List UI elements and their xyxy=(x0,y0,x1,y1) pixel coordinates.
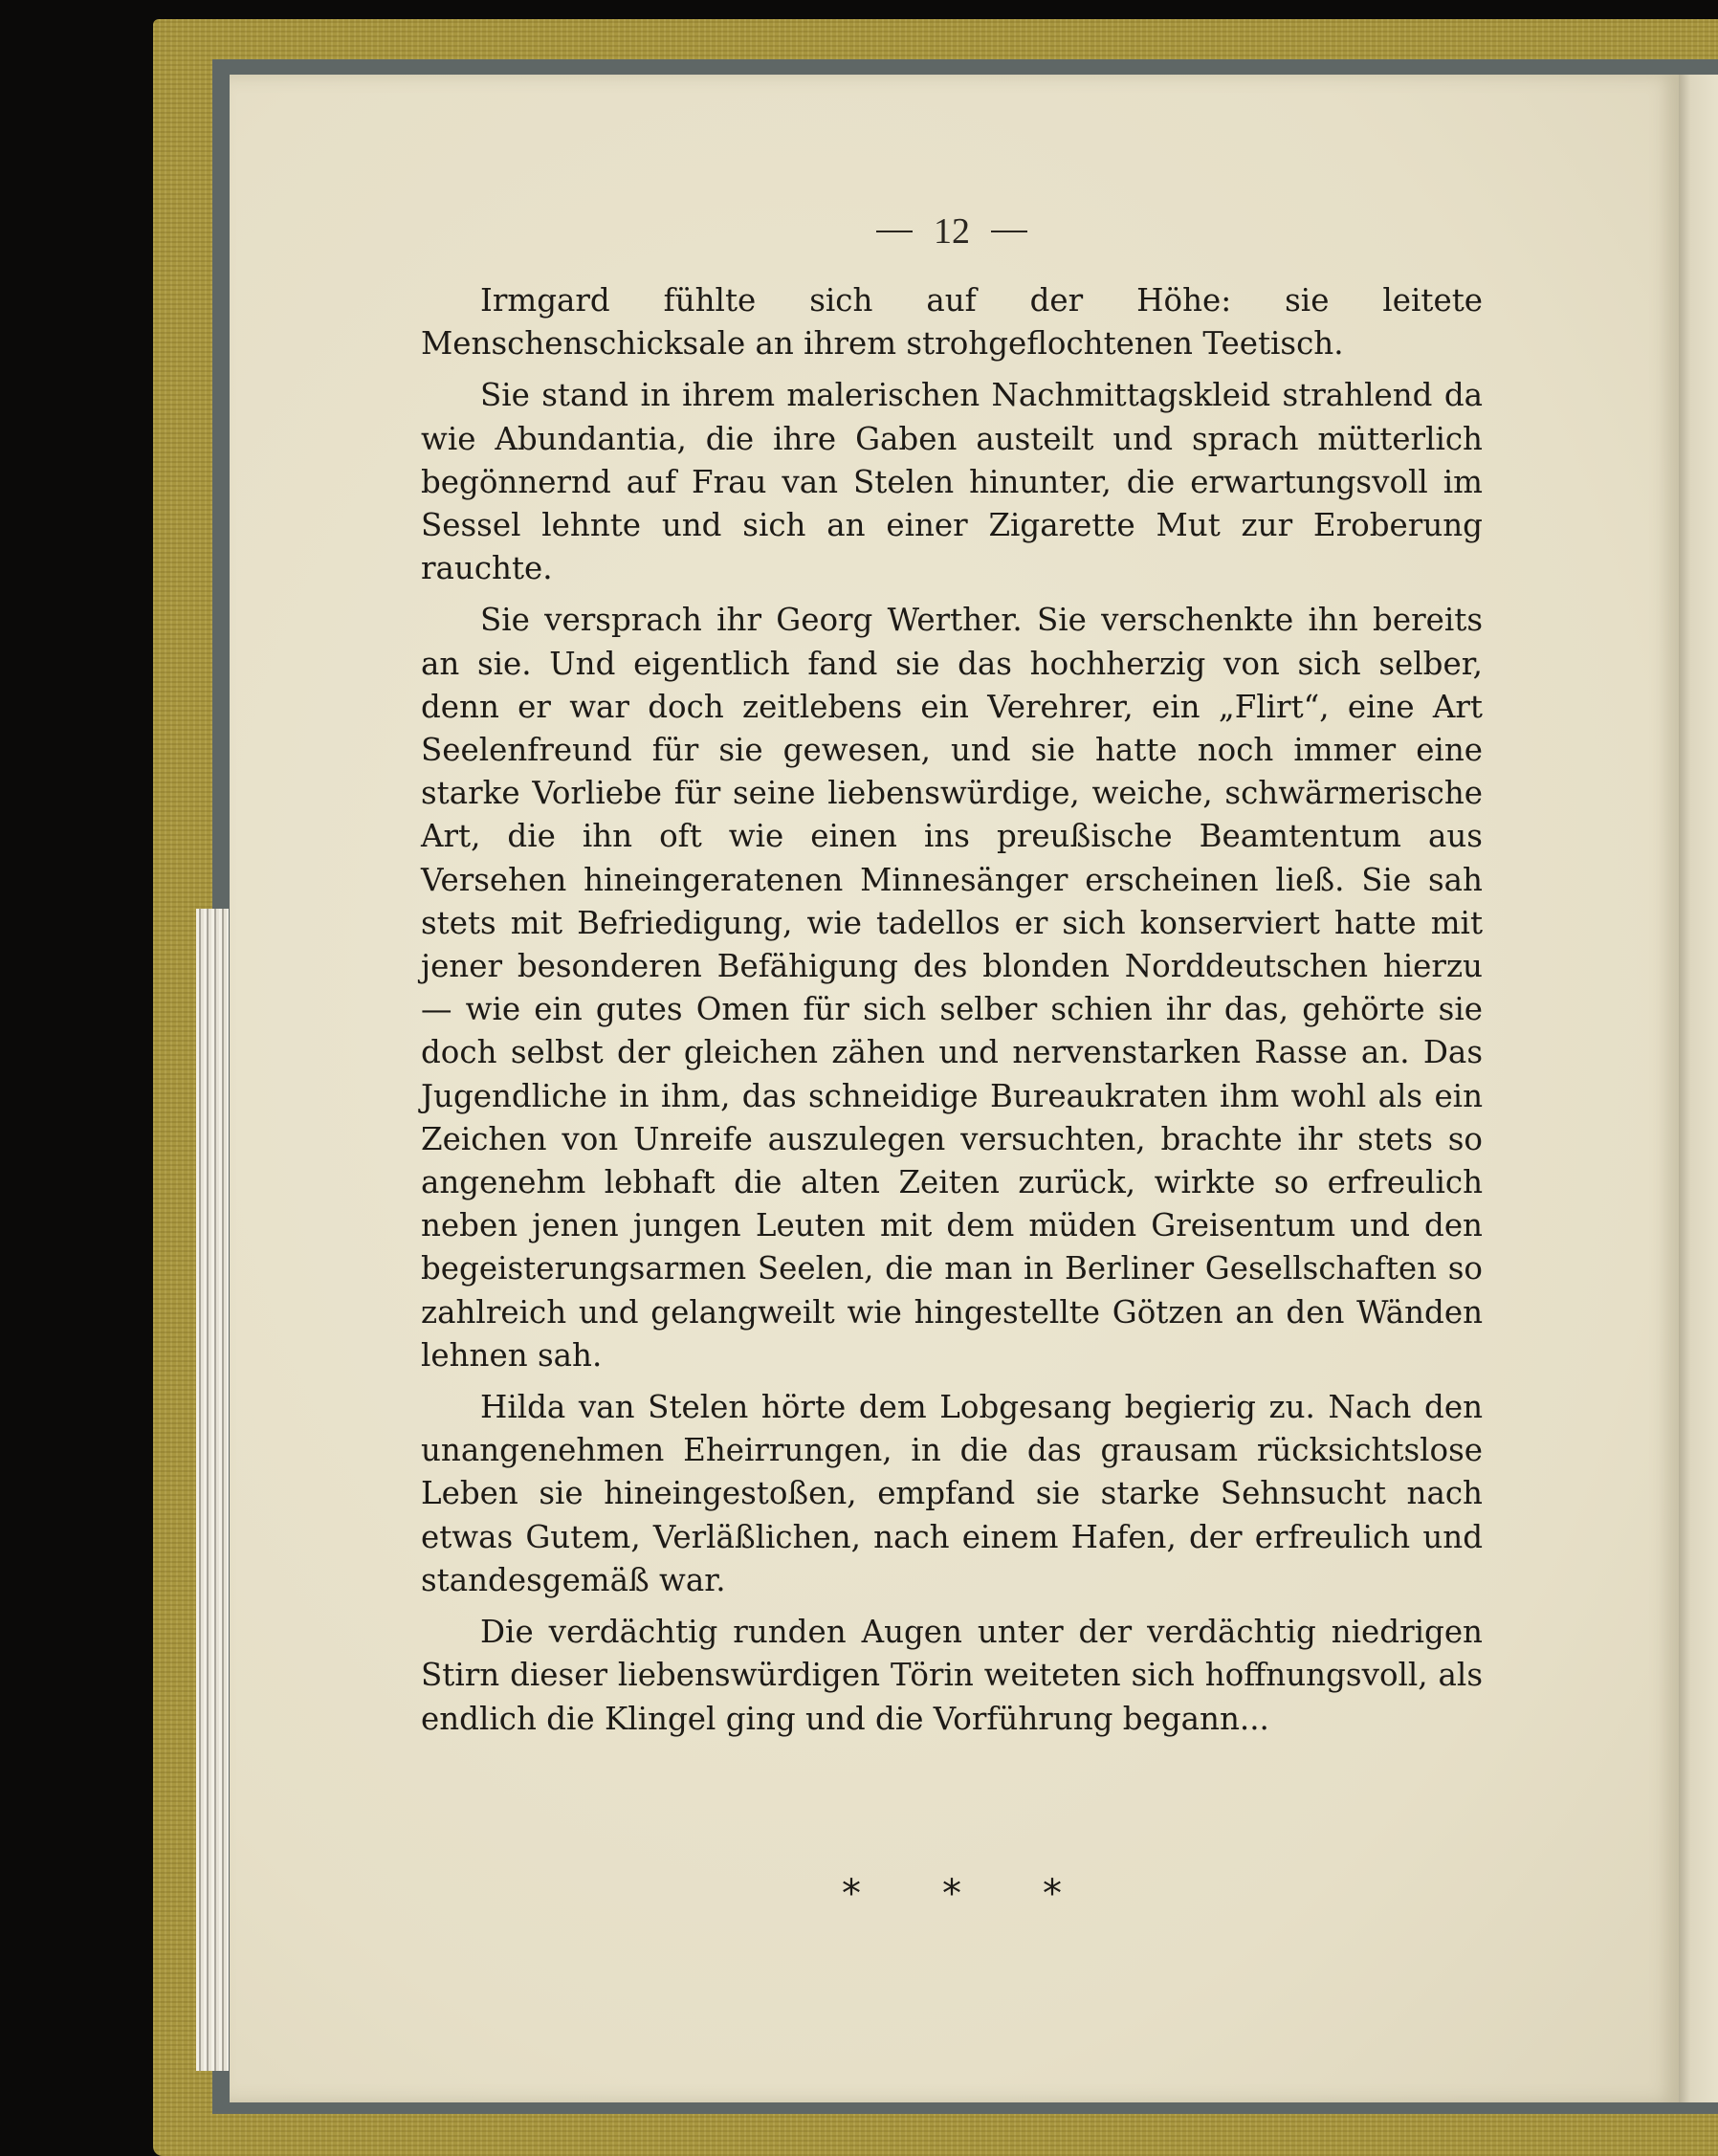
paragraph: Die verdächtig runden Augen unter der verdächtig niedrigen Stirn dieser liebenswürdigen Törin weiteten sich hoffnungsvoll, als endlich die Klingel ging und die Vorführung begann... xyxy=(421,1614,1483,1737)
page-number-value: 12 xyxy=(934,211,970,252)
facing-page xyxy=(1679,75,1718,2102)
page-number-dash-left xyxy=(876,231,913,232)
paragraph: Hilda van Stelen hörte dem Lobgesang begierig zu. Nach den unangenehmen Eheirrungen, in die das grausam rücksichtslose Leben sie hineingestoßen, empfand sie starke Sehnsucht nach etwas Gutem, Verläßlichen, nach einem Hafen, der erfreulich und standesgemäß war. xyxy=(421,1389,1483,1598)
section-break-star: * xyxy=(842,1872,861,1916)
paragraph: Irmgard fühlte sich auf der Höhe: sie leitete Menschenschicksale an ihrem strohgeflochtenen Teetisch. xyxy=(421,282,1483,363)
page-number xyxy=(842,203,1062,260)
page-edges xyxy=(196,909,229,2071)
paragraph: Sie stand in ihrem malerischen Nachmittagskleid strahlend da wie Abundantia, die ihre Gaben austeilt und sprach mütterlich begönnernd auf Frau van Stelen hinunter, die erwartungsvoll im Sessel lehnte und sich an einer Zigarette Mut zur Eroberung rauchte. xyxy=(421,377,1483,587)
page-body xyxy=(421,279,1483,1749)
page-number-dash-right xyxy=(991,231,1027,232)
section-break-star: * xyxy=(942,1872,961,1916)
section-break-star: * xyxy=(1043,1872,1062,1916)
section-break xyxy=(842,1870,1062,1918)
paragraph: Sie versprach ihr Georg Werther. Sie verschenkte ihn bereits an sie. Und eigentlich fand sie das hochherzig von sich selber, denn er war doch zeitlebens ein Verehrer, ein „Flirt“, eine Art Seelenfreund für sie gewesen, und sie hatte noch immer eine starke Vorliebe für seine liebenswürdige, weiche, schwärmerische Art, die ihn oft wie einen ins preußische Beamtentum aus Versehen hineingeratenen Minnesänger erscheinen ließ. Sie sah stets mit Befriedigung, wie tadellos er sich konserviert hatte mit jener besonderen Befähigung des blonden Norddeutschen hierzu — wie ein gutes Omen für sich selber schien ihr das, gehörte sie doch selbst der gleichen zähen und nervenstarken Rasse an. Das Jugendliche in ihm, das schneidige Bureaukraten ihm wohl als ein Zeichen von Unreife auszulegen versuchten, brachte ihr stets so angenehm lebhaft die alten Zeiten zurück, wirkte so erfreulich neben jenen jungen Leuten mit dem müden Greisentum und den begeisterungsarmen Seelen, die man in Berliner Gesellschaften so zahlreich und gelangweilt wie hingestellte Götzen an den Wänden lehnen sah. xyxy=(421,602,1483,1374)
